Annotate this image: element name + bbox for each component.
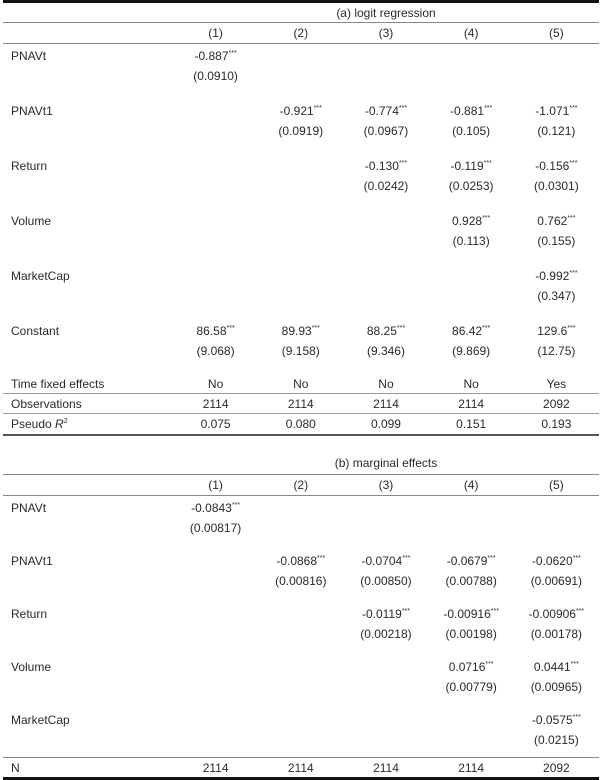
standard-error-row [3,233,599,264]
standard-error-row [3,68,599,99]
standard-error-cell [343,520,428,549]
coefficient-row [3,264,599,288]
standard-error-cell: (0.00788) [445,574,497,588]
standard-error-cell [258,520,343,549]
coefficient-value: -0.0843 [191,501,232,515]
standard-error-cell: (0.0919) [278,124,324,138]
standard-error-cell [173,626,258,655]
coefficient-value: 86.58 [196,324,227,338]
standard-error-row [3,679,599,708]
coefficient-value: 0.0716 [448,660,486,674]
significance-stars: *** [570,661,579,668]
significance-stars: *** [483,160,492,167]
coefficient-value: -0.881 [450,104,485,118]
statistic-value: 2114 [343,758,428,779]
coefficient-cell [514,264,599,288]
standard-error-cell: (0.155) [537,234,576,248]
statistic-label-text: Observations [11,396,82,411]
coefficient-cell [429,496,514,521]
significance-stars: *** [226,325,235,332]
standard-error-cell: (9.346) [366,344,405,358]
significance-stars: *** [485,661,494,668]
standard-error-cell: (0.00198) [445,627,497,641]
standard-error-cell: (0.0215) [514,732,599,758]
coefficient-row [3,44,599,69]
standard-error-cell: (9.869) [452,344,491,358]
coefficient-value: -0.992 [535,269,570,283]
statistic-label [3,414,173,436]
label-blank [3,679,173,708]
statistic-value: 2114 [343,394,428,414]
standard-error-row [3,123,599,154]
significance-stars: *** [231,502,241,509]
coefficient-cell [343,264,428,288]
variable-label: PNAVt1 [11,554,53,568]
label-blank [3,178,173,209]
statistic-value: 0.099 [343,414,428,436]
coefficient-row [3,319,599,343]
coefficient-cell [429,44,514,69]
label-blank [3,573,173,602]
column-header: (5) [514,23,599,44]
statistic-value: 2114 [258,758,343,779]
standard-error-cell [343,679,428,708]
coefficient-cell [173,209,258,233]
standard-error-cell [258,679,343,708]
coefficient-row [3,708,599,732]
column-header: (5) [514,475,599,496]
standard-error-cell [173,288,258,319]
statistic-value: 2114 [429,394,514,414]
standard-error-cell [258,68,343,99]
significance-stars: *** [575,608,585,615]
significance-stars: *** [487,555,496,562]
statistic-label-text: Time fixed effects [11,376,105,391]
coefficient-row [3,496,599,521]
standard-error-cell: (0.0301) [534,179,579,193]
coefficient-cell [343,319,428,343]
label-blank [3,732,173,758]
coefficient-cell [514,549,599,573]
significance-stars: *** [567,215,576,222]
standard-error-cell: (0.00817) [189,521,242,535]
variable-label: MarketCap [11,269,70,283]
coefficient-value: -0.130 [364,159,399,173]
coefficient-value: -1.071 [535,104,570,118]
coefficient-cell [173,549,258,573]
statistic-label-superscript: 2 [63,418,68,425]
column-header: (4) [429,23,514,44]
coefficient-cell [173,602,258,626]
statistic-value: Yes [514,374,599,394]
coefficient-row [3,655,599,679]
variable-label: PNAVt [11,501,47,515]
significance-stars: *** [317,555,326,562]
standard-error-cell [343,233,428,264]
column-header: (2) [258,475,343,496]
coefficient-cell [258,602,343,626]
standard-error-cell [258,626,343,655]
statistic-value: No [429,374,514,394]
panel-spacer [3,2,173,23]
coefficient-cell [429,602,514,626]
coefficient-cell [258,44,343,69]
standard-error-cell [343,68,428,99]
standard-error-cell: (0.0242) [363,179,409,193]
panel-title: (b) marginal effects [173,435,599,475]
standard-error-cell: (0.00965) [530,680,583,694]
coefficient-cell [173,655,258,679]
statistic-row [3,758,599,779]
standard-error-cell [173,573,258,602]
significance-stars: *** [490,608,499,615]
statistic-value: 0.080 [258,414,343,436]
standard-error-cell [429,520,514,549]
standard-error-row [3,288,599,319]
coefficient-cell [343,655,428,679]
significance-stars: *** [569,160,578,167]
standard-error-cell: (0.00779) [445,680,497,694]
statistic-label-text: Pseudo [11,417,56,431]
statistic-value: 2092 [514,394,599,414]
column-header-row [3,23,599,44]
standard-error-cell: (0.0967) [363,124,409,138]
coefficient-value: -0.00906 [528,607,576,621]
statistic-value: 2114 [173,394,258,414]
coefficient-cell [429,154,514,178]
statistic-label-italic: R [55,417,64,431]
standard-error-cell [173,123,258,154]
regression-table [3,0,599,780]
statistic-label [3,374,173,394]
coefficient-cell [173,264,258,288]
standard-error-cell [429,288,514,319]
column-header: (2) [258,23,343,44]
coefficient-value: -0.0704 [361,554,403,568]
header-blank [3,23,173,44]
standard-error-row [3,520,599,549]
coefficient-cell [514,44,599,69]
statistic-value: 0.193 [514,414,599,436]
standard-error-row [3,732,599,758]
coefficient-cell [514,209,599,233]
standard-error-row [3,343,599,374]
column-header: (1) [173,475,258,496]
statistic-label [3,758,173,779]
coefficient-cell [258,99,343,123]
variable-label: Constant [11,324,60,338]
coefficient-cell [258,708,343,732]
standard-error-cell [173,178,258,209]
coefficient-cell [429,209,514,233]
standard-error-cell: (0.113) [452,234,490,248]
significance-stars: *** [311,325,320,332]
coefficient-value: 0.928 [452,214,483,228]
standard-error-cell [258,178,343,209]
coefficient-cell [173,496,258,521]
standard-error-cell [514,520,599,549]
coefficient-cell [173,708,258,732]
variable-label: Volume [11,214,52,228]
standard-error-cell [173,679,258,708]
significance-stars: *** [572,555,581,562]
variable-label: Return [11,159,48,173]
coefficient-cell [343,602,428,626]
coefficient-cell [173,154,258,178]
statistic-row [3,374,599,394]
coefficient-cell [343,99,428,123]
standard-error-cell: (9.158) [281,344,320,358]
coefficient-cell [429,264,514,288]
significance-stars: *** [396,325,406,332]
coefficient-cell [429,319,514,343]
significance-stars: *** [569,105,578,112]
standard-error-row [3,626,599,655]
statistic-value: 0.151 [429,414,514,436]
coefficient-value: -0.156 [535,159,570,173]
coefficient-value: -0.00916 [443,607,491,621]
statistic-value: 2114 [429,758,514,779]
variable-label: PNAVt [11,49,47,63]
significance-stars: *** [398,160,408,167]
coefficient-value: 89.93 [281,324,312,338]
standard-error-cell: (0.00850) [360,574,412,588]
coefficient-cell [258,209,343,233]
coefficient-row [3,549,599,573]
statistic-value: 2114 [173,758,258,779]
coefficient-value: -0.119 [450,159,484,173]
standard-error-row [3,178,599,209]
standard-error-cell [173,233,258,264]
coefficient-row [3,209,599,233]
coefficient-cell [343,708,428,732]
coefficient-cell [258,319,343,343]
coefficient-value: -0.0679 [446,554,488,568]
panel-title-row [3,2,599,23]
column-header: (3) [343,23,428,44]
variable-label: Volume [11,660,52,674]
coefficient-cell [258,496,343,521]
statistic-value: No [343,374,428,394]
coefficient-cell [514,496,599,521]
standard-error-cell: (0.105) [452,124,491,138]
column-header: (3) [343,475,428,496]
label-blank [3,343,173,374]
coefficient-cell [514,708,599,732]
coefficient-cell [258,655,343,679]
header-blank [3,475,173,496]
statistic-label [3,394,173,414]
significance-stars: *** [567,325,576,332]
coefficient-cell [429,655,514,679]
standard-error-cell: (0.0910) [193,69,238,83]
statistic-row [3,414,599,436]
coefficient-cell [173,319,258,343]
coefficient-cell [514,154,599,178]
standard-error-cell [258,288,343,319]
statistic-value: 2114 [258,394,343,414]
statistic-value: No [258,374,343,394]
significance-stars: *** [228,50,237,57]
coefficient-value: 129.6 [537,324,568,338]
coefficient-cell [258,264,343,288]
coefficient-value: -0.0620 [531,554,573,568]
panel-spacer [3,435,173,475]
significance-stars: *** [398,105,408,112]
coefficient-cell [343,496,428,521]
coefficient-row [3,154,599,178]
statistic-value: No [173,374,258,394]
label-blank [3,123,173,154]
standard-error-cell [514,68,599,99]
coefficient-value: 0.0441 [533,660,571,674]
coefficient-value: -0.774 [364,104,399,118]
variable-label: Return [11,607,48,621]
standard-error-cell: (0.00178) [530,627,583,641]
coefficient-cell [343,209,428,233]
label-blank [3,520,173,549]
coefficient-row [3,99,599,123]
statistic-row [3,394,599,414]
coefficient-cell [429,99,514,123]
standard-error-cell [429,68,514,99]
column-header: (1) [173,23,258,44]
standard-error-cell: (9.068) [196,344,235,358]
column-header: (4) [429,475,514,496]
standard-error-cell: (0.00816) [275,574,327,588]
label-blank [3,626,173,655]
significance-stars: *** [402,555,411,562]
coefficient-value: -0.0868 [276,554,318,568]
label-blank [3,68,173,99]
label-blank [3,233,173,264]
significance-stars: *** [401,608,410,615]
significance-stars: *** [484,105,493,112]
standard-error-cell [173,732,258,758]
coefficient-cell [429,708,514,732]
coefficient-cell [343,44,428,69]
coefficient-cell [343,154,428,178]
standard-error-cell [343,732,428,758]
statistic-label-text: N [11,760,20,775]
standard-error-cell: (12.75) [537,344,576,358]
standard-error-row [3,573,599,602]
label-blank [3,288,173,319]
standard-error-cell [258,732,343,758]
coefficient-cell [514,602,599,626]
coefficient-cell [173,44,258,69]
coefficient-value: 0.762 [537,214,568,228]
coefficient-cell [258,154,343,178]
variable-label: PNAVt1 [11,104,53,118]
coefficient-value: -0.921 [279,104,314,118]
significance-stars: *** [569,270,578,277]
coefficient-value: 86.42 [452,324,483,338]
coefficient-cell [343,549,428,573]
coefficient-value: 88.25 [366,324,397,338]
coefficient-cell [514,319,599,343]
standard-error-cell: (0.00218) [360,627,412,641]
coefficient-cell [514,99,599,123]
standard-error-cell [343,288,428,319]
panel-title-row [3,435,599,475]
standard-error-cell [429,732,514,758]
significance-stars: *** [572,714,581,721]
coefficient-row [3,602,599,626]
statistic-value: 0.075 [173,414,258,436]
coefficient-value: -0.0119 [361,607,402,621]
coefficient-value: -0.887 [194,49,229,63]
significance-stars: *** [313,105,322,112]
coefficient-cell [429,549,514,573]
statistic-value: 2092 [514,758,599,779]
column-header-row [3,475,599,496]
standard-error-cell: (0.121) [537,124,576,138]
coefficient-cell [173,99,258,123]
standard-error-cell: (0.00691) [530,574,583,588]
significance-stars: *** [482,325,491,332]
standard-error-cell: (0.0253) [448,179,494,193]
standard-error-cell [258,233,343,264]
standard-error-cell: (0.347) [537,289,576,303]
coefficient-cell [514,655,599,679]
significance-stars: *** [482,215,491,222]
panel-title: (a) logit regression [173,2,599,23]
coefficient-value: -0.0575 [531,713,573,727]
coefficient-cell [258,549,343,573]
variable-label: MarketCap [11,713,70,727]
